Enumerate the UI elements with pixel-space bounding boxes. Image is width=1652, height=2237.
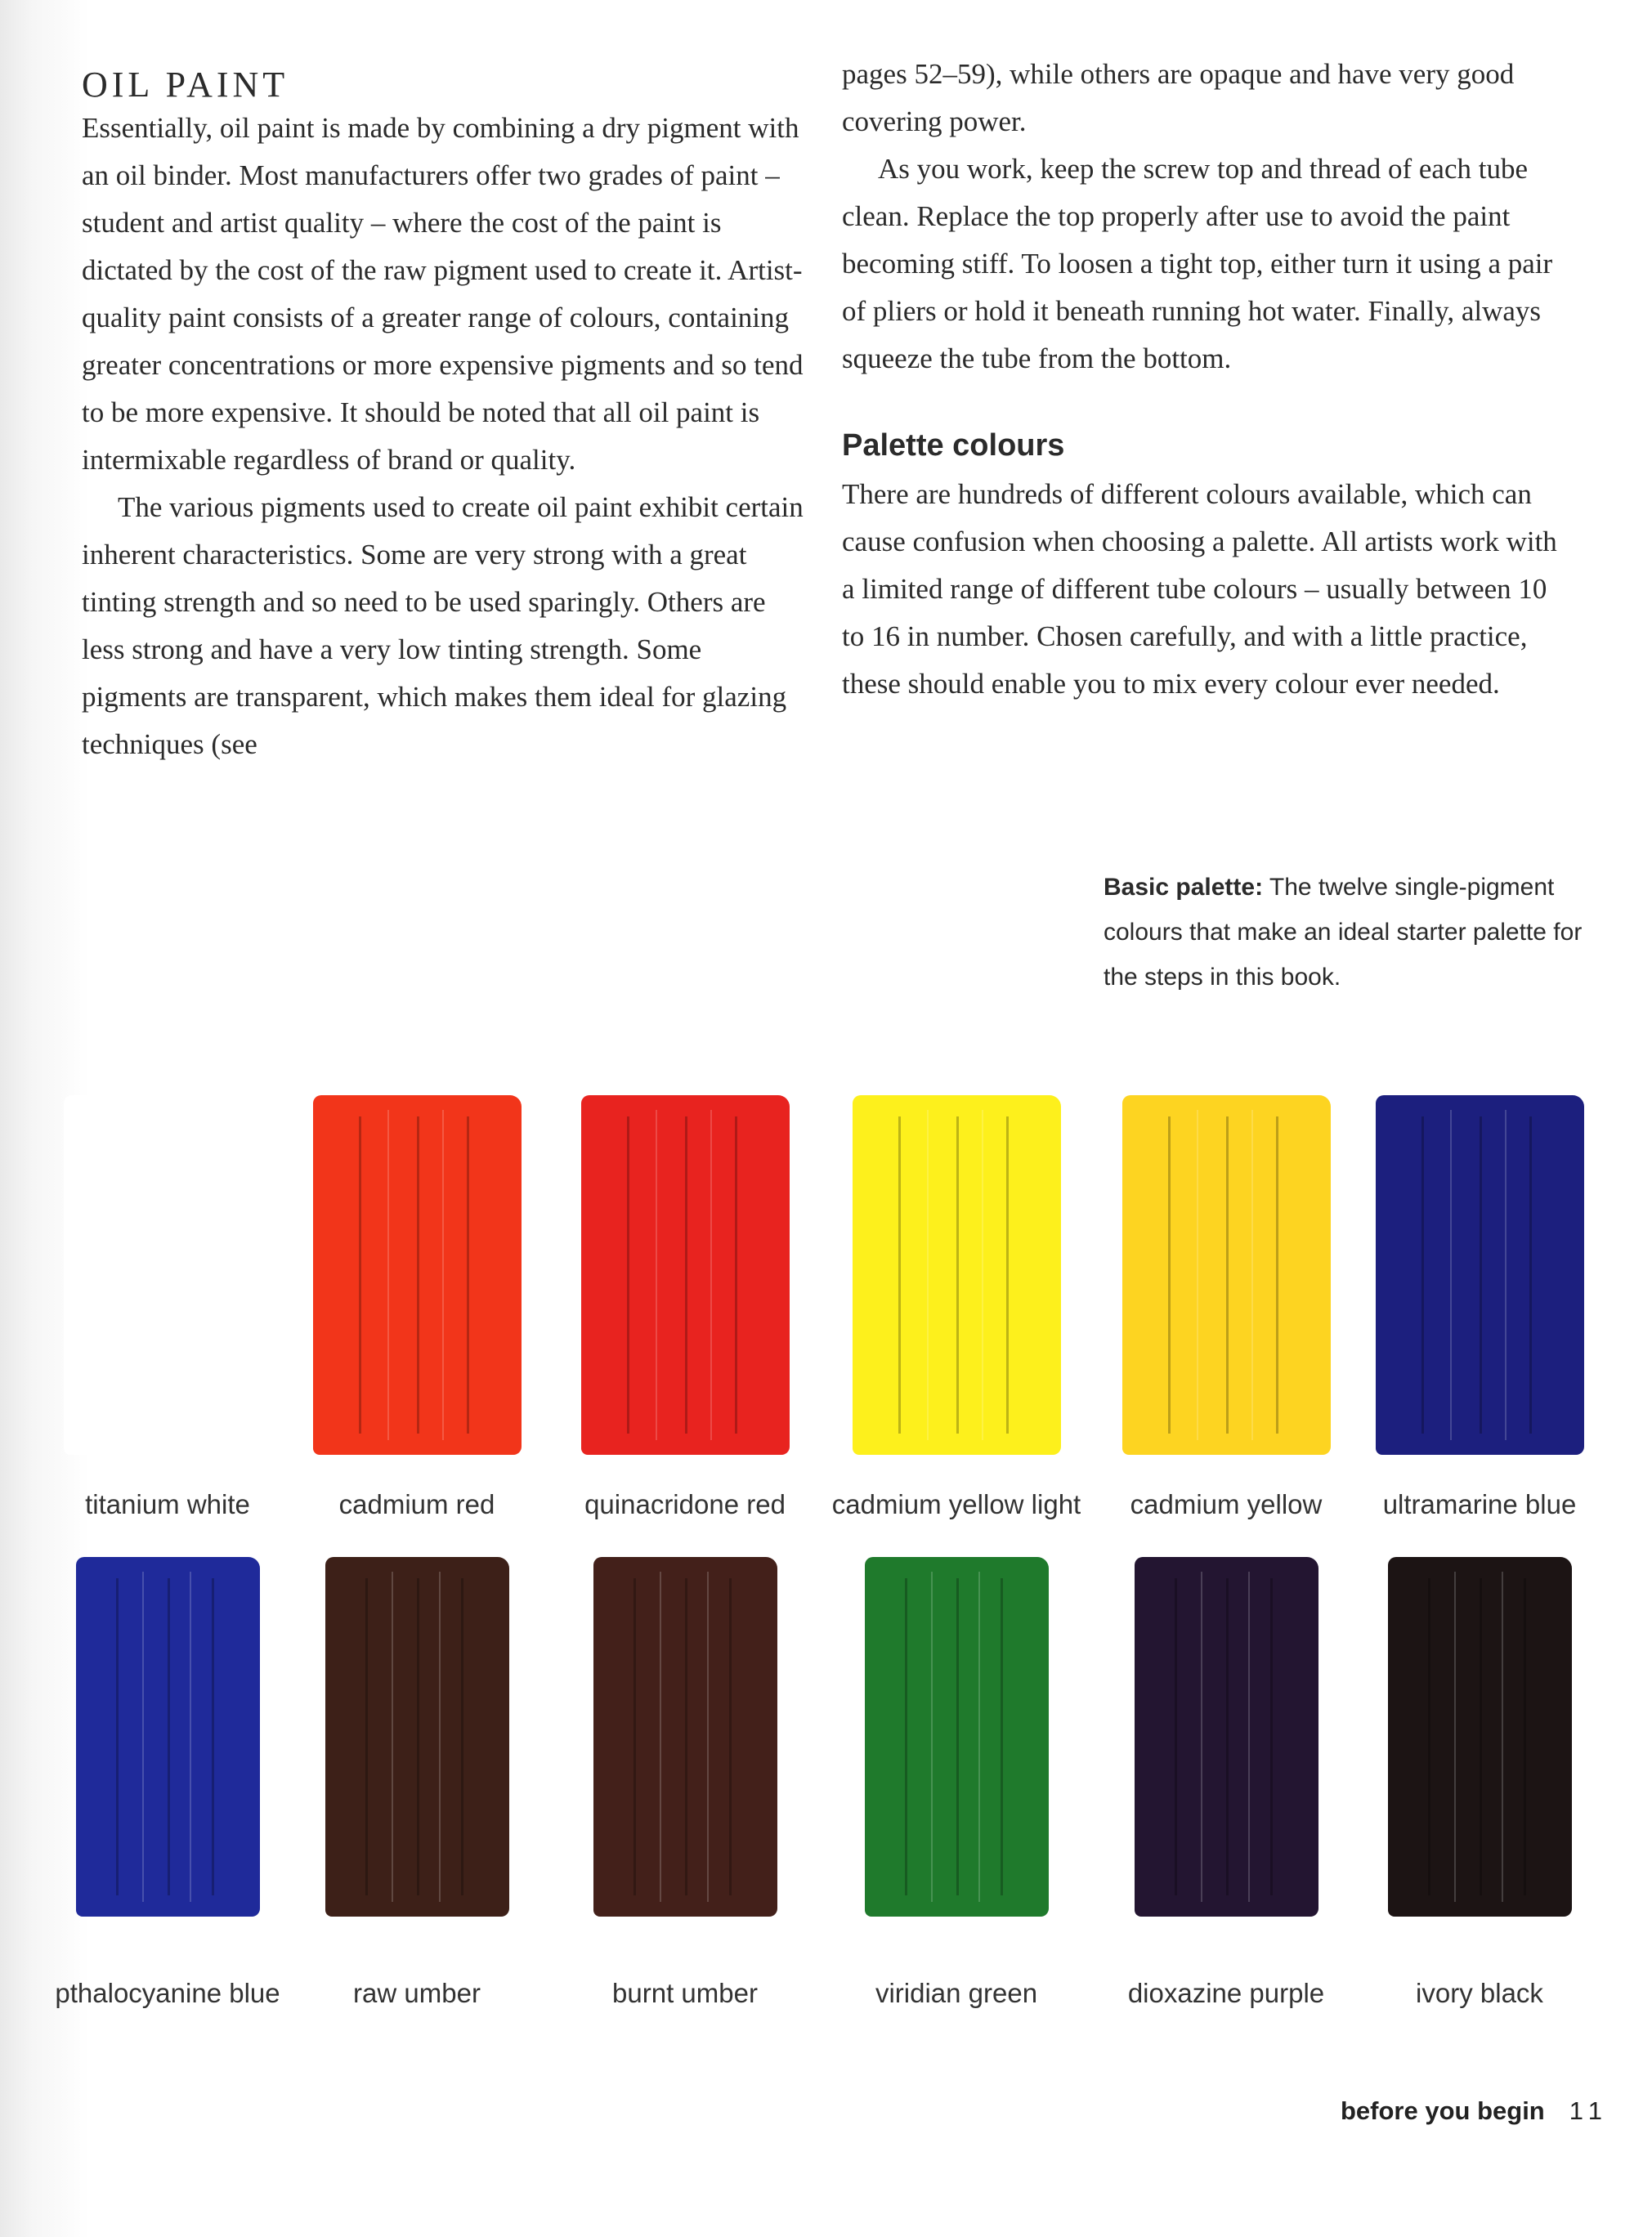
paragraph-palette-colours: There are hundreds of different colours available, which can cause confusion when choosing a palette. All artists work with a limited range of different tube colours – usually between 10 to 16 in number. Chosen carefully, and with a little practice, these should enable you to mix every colour ever needed.: [842, 478, 1557, 700]
brush-streak: [365, 1578, 368, 1895]
brush-highlight: [982, 1110, 983, 1441]
brush-streak: [1168, 1116, 1171, 1433]
brush-streak: [956, 1116, 959, 1433]
brush-streak: [685, 1578, 687, 1895]
brush-streak: [1480, 1116, 1482, 1433]
brush-streak: [1480, 1578, 1482, 1895]
brush-highlight: [1251, 1110, 1253, 1441]
swatch-cadmium-yellow-light: [853, 1095, 1061, 1455]
brush-streak: [633, 1578, 636, 1895]
swatch-quinacridone-red: [581, 1095, 790, 1455]
brush-streak: [627, 1116, 629, 1433]
swatch-label: pthalocyanine blue: [55, 1978, 280, 2008]
paragraph-pigments: The various pigments used to create oil paint exhibit certain inherent characteristics. Some are very strong with a great tinting strength and so need to be used sparingly. Others are less strong and have a very low tinting strength. Some pigments are transparent, which makes them ideal for glazing techniques (see: [82, 491, 804, 760]
swatch-cadmium-yellow: [1122, 1095, 1331, 1455]
swatch-label: titanium white: [85, 1489, 250, 1519]
brush-highlight: [978, 1572, 980, 1903]
brush-streak: [417, 1578, 419, 1895]
brush-highlight: [710, 1110, 712, 1441]
swatch-label: cadmium red: [338, 1489, 495, 1519]
brush-streak: [1001, 1578, 1003, 1895]
page-number: 11: [1569, 2096, 1609, 2125]
brush-streak: [212, 1578, 214, 1895]
swatch-titanium-white: [64, 1095, 272, 1455]
brush-highlight: [1450, 1110, 1452, 1441]
paragraph-oil-paint-intro: Essentially, oil paint is made by combining a dry pigment with an oil binder. Most manufacturers offer two grades of paint – student and artist quality – where the cost of the paint is dictated by the cost of the raw pigment used to create it. Artist-quality paint consists of a greater range of colours, containing greater concentrations or more expensive pigments and so tend to be more expensive. It should be noted that all oil paint is intermixable regardless of brand or quality.: [82, 112, 804, 476]
swatch-label: burnt umber: [612, 1978, 758, 2008]
paragraph-covering-power: pages 52–59), while others are opaque and have very good covering power.: [842, 58, 1515, 137]
brush-streak: [168, 1578, 170, 1895]
brush-highlight: [1454, 1572, 1456, 1903]
swatch-label: viridian green: [875, 1978, 1038, 2008]
brush-streak: [1524, 1578, 1526, 1895]
swatch-label: quinacridone red: [584, 1489, 786, 1519]
paragraph-tube-care: As you work, keep the screw top and thread of each tube clean. Replace the top properly after use to avoid the paint becoming stiff. To loosen a tight top, either turn it using a pair of pliers or hold it beneath running hot water. Finally, always squeeze the tube from the bottom.: [842, 153, 1553, 374]
swatch-cadmium-red: [313, 1095, 522, 1455]
figure-caption: [1104, 865, 1594, 1000]
brush-highlight: [927, 1110, 929, 1441]
brush-highlight: [190, 1572, 191, 1903]
swatch-label: cadmium yellow light: [831, 1489, 1081, 1519]
brush-streak: [1428, 1578, 1430, 1895]
brush-highlight: [1201, 1572, 1202, 1903]
brush-streak: [956, 1578, 959, 1895]
swatch-viridian-green: [865, 1557, 1049, 1917]
brush-streak: [1276, 1116, 1278, 1433]
brush-highlight: [387, 1110, 389, 1441]
swatch-label: raw umber: [353, 1978, 481, 2008]
swatch-burnt-umber: [593, 1557, 777, 1917]
brush-streak: [898, 1116, 901, 1433]
brush-highlight: [442, 1110, 444, 1441]
footer-section-title: before you begin: [1341, 2096, 1545, 2125]
brush-highlight: [1502, 1572, 1503, 1903]
brush-highlight: [142, 1572, 144, 1903]
brush-highlight: [439, 1572, 441, 1903]
brush-streak: [685, 1116, 687, 1433]
brush-streak: [1226, 1116, 1229, 1433]
brush-streak: [359, 1116, 361, 1433]
brush-highlight: [1248, 1572, 1250, 1903]
brush-streak: [1006, 1116, 1009, 1433]
brush-streak: [1421, 1116, 1424, 1433]
swatch-pthalocyanine-blue: [76, 1557, 260, 1917]
brush-highlight: [931, 1572, 933, 1903]
right-column-text: [842, 51, 1569, 708]
page-footer: [1341, 2096, 1609, 2126]
brush-streak: [735, 1116, 737, 1433]
swatch-ultramarine-blue: [1376, 1095, 1584, 1455]
brush-streak: [417, 1116, 419, 1433]
swatch-label: ultramarine blue: [1382, 1489, 1577, 1519]
brush-highlight: [392, 1572, 393, 1903]
left-column-text: [82, 105, 809, 768]
brush-streak: [905, 1578, 907, 1895]
brush-highlight: [656, 1110, 657, 1441]
brush-streak: [1270, 1578, 1273, 1895]
swatch-ivory-black: [1388, 1557, 1572, 1917]
swatch-label: cadmium yellow: [1130, 1489, 1323, 1519]
swatch-label: dioxazine purple: [1127, 1978, 1325, 2008]
brush-highlight: [660, 1572, 661, 1903]
brush-streak: [1529, 1116, 1532, 1433]
brush-streak: [467, 1116, 469, 1433]
caption-label: Basic palette:: [1104, 874, 1264, 901]
brush-streak: [116, 1578, 119, 1895]
brush-streak: [1226, 1578, 1229, 1895]
section-heading-palette-colours: Palette colours: [842, 428, 1065, 463]
swatch-raw-umber: [325, 1557, 509, 1917]
brush-highlight: [707, 1572, 709, 1903]
caption-text: The twelve single-pigment colours that make an ideal starter palette for the steps in this book.: [1104, 874, 1583, 991]
brush-streak: [461, 1578, 463, 1895]
brush-streak: [729, 1578, 732, 1895]
brush-highlight: [1197, 1110, 1198, 1441]
section-heading-oil-paint: OIL PAINT: [82, 65, 289, 105]
brush-streak: [1175, 1578, 1177, 1895]
swatch-dioxazine-purple: [1135, 1557, 1318, 1917]
brush-highlight: [1505, 1110, 1506, 1441]
swatch-label: ivory black: [1416, 1978, 1543, 2008]
